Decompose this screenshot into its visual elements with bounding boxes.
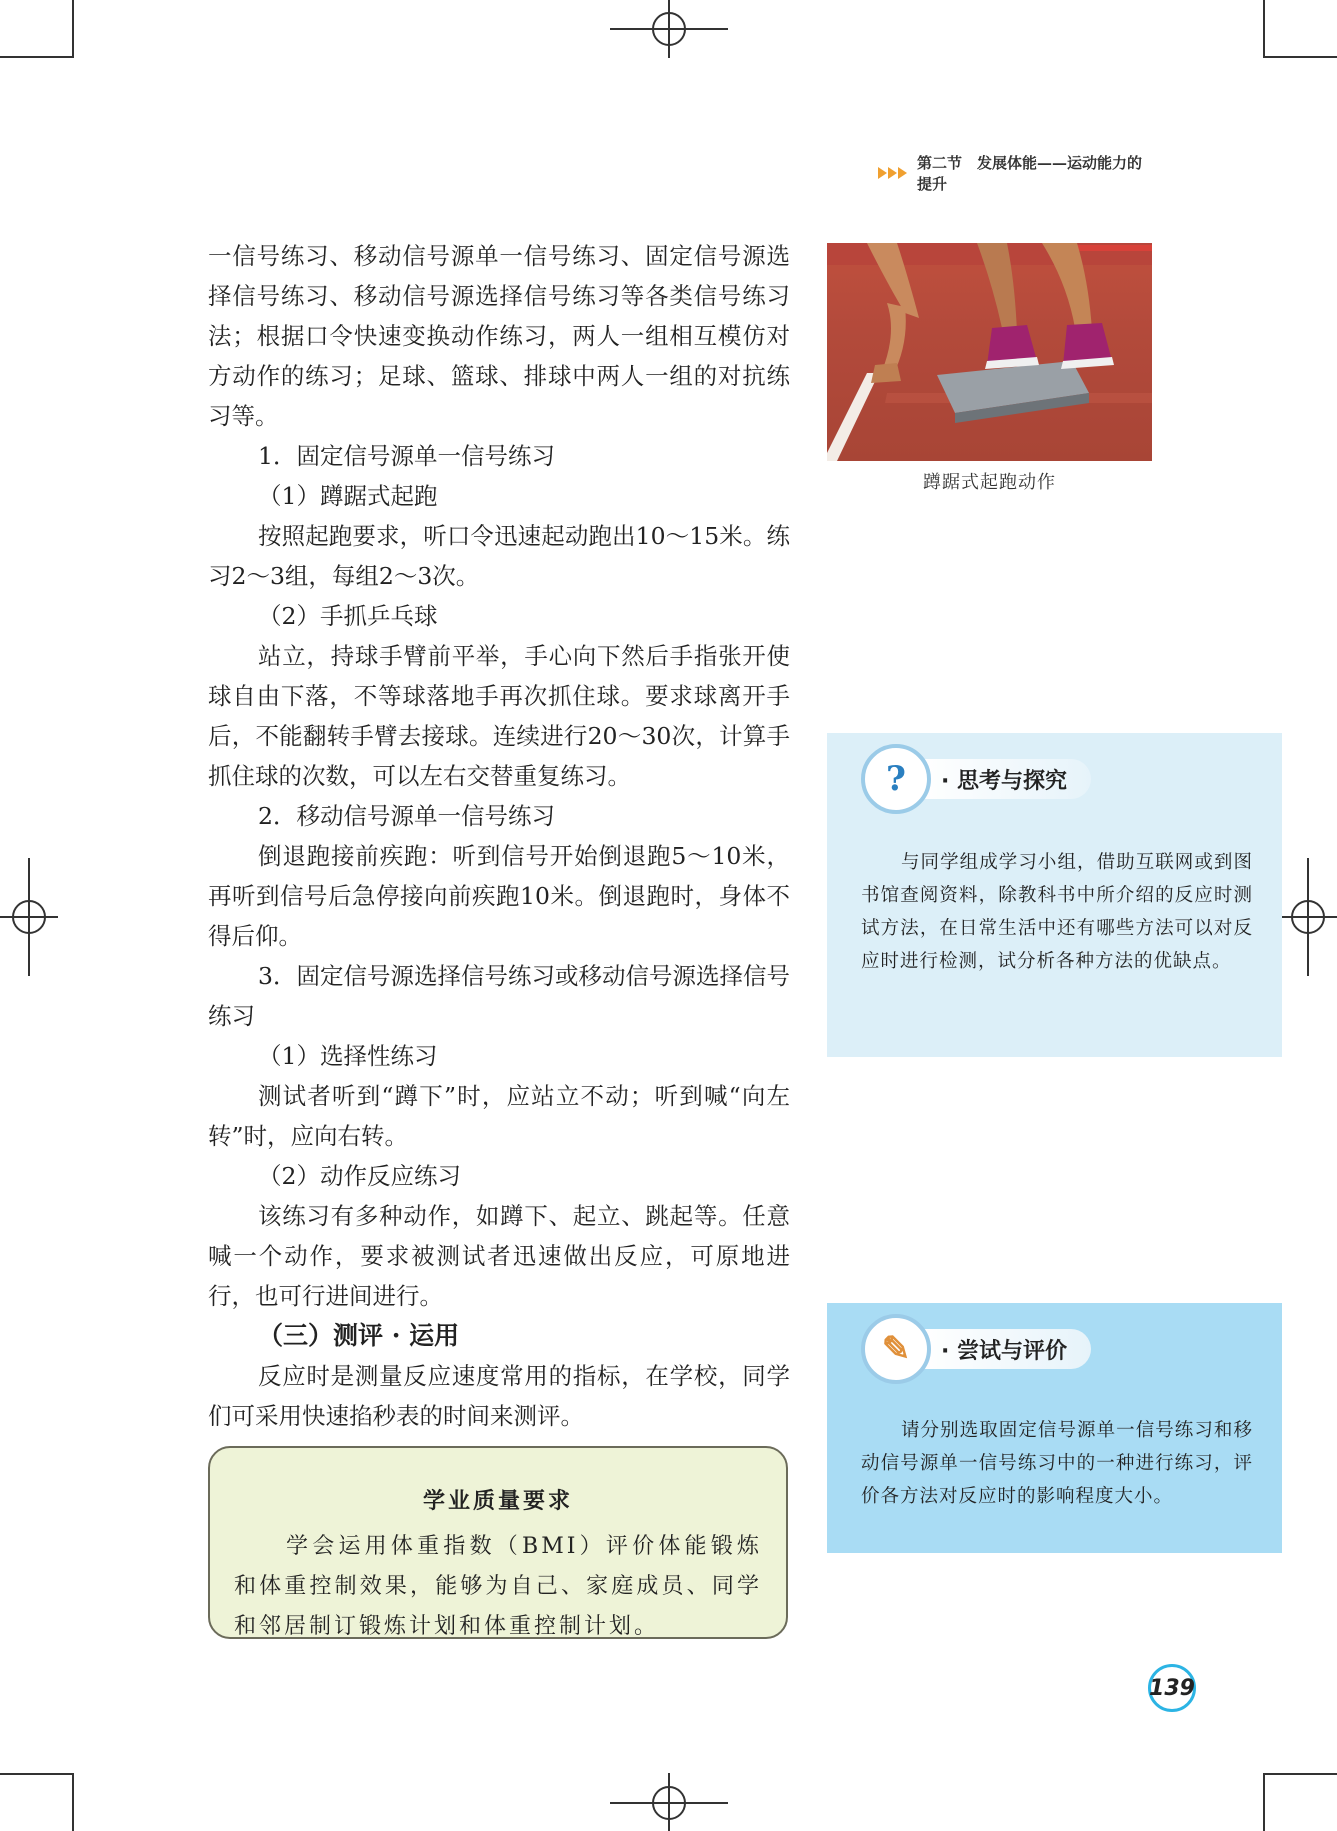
body-paragraph: 该练习有多种动作，如蹲下、起立、跳起等。任意喊一个动作，要求被测试者迅速做出反应，可原地进行，也可行进间进行。: [208, 1202, 790, 1310]
body-paragraph: （1）选择性练习: [258, 1042, 438, 1070]
try-evaluate-box: [827, 1303, 1282, 1553]
try-evaluate-label: · 尝试与评价: [921, 1329, 1091, 1369]
body-paragraph: 倒退跑接前疾跑：听到信号开始倒退跑5～10米，再听到信号后急停接向前疾跑10米。倒退跑时，身体不得后仰。: [208, 842, 790, 950]
academic-quality-box: [208, 1446, 788, 1639]
quality-title: 学业质量要求: [422, 1489, 573, 1514]
body-paragraph: 测试者听到“蹲下”时，应站立不动；听到喊“向左转”时，应向右转。: [208, 1082, 790, 1150]
sprint-start-photo: [827, 243, 1152, 461]
sprint-start-illustration: [827, 243, 1152, 461]
think-explore-label: · 思考与探究: [921, 759, 1091, 799]
think-explore-text: 与同学组成学习小组，借助互联网或到图书馆查阅资料，除教科书中所介绍的反应时测试方法，在日常生活中还有哪些方法可以对反应时进行检测，试分析各种方法的优缺点。: [861, 852, 1253, 972]
body-paragraph: 反应时是测量反应速度常用的指标，在学校，同学们可采用快速掐秒表的时间来测评。: [208, 1362, 790, 1430]
triangle-arrows-icon: [878, 167, 907, 179]
body-paragraph: 1．固定信号源单一信号练习: [258, 442, 555, 470]
page-number: 139: [1148, 1664, 1196, 1712]
try-evaluate-badge: [861, 1323, 1091, 1375]
main-text: [208, 236, 790, 1436]
body-paragraph: 2．移动信号源单一信号练习: [258, 802, 555, 830]
think-explore-box: [827, 733, 1282, 1057]
body-paragraph: （2）手抓乒乓球: [258, 602, 438, 630]
pencil-icon: ✎: [861, 1314, 931, 1384]
running-header: [878, 154, 1150, 193]
body-paragraph: 按照起跑要求，听口令迅速起动跑出10～15米。练习2～3组，每组2～3次。: [208, 522, 790, 590]
header-title: 第二节 发展体能——运动能力的提升: [917, 154, 1143, 193]
body-paragraph: （2）动作反应练习: [258, 1162, 461, 1190]
body-paragraph: 一信号练习、移动信号源单一信号练习、固定信号源选择信号练习、移动信号源选择信号练习等各类信号练习法；根据口令快速变换动作练习，两人一组相互模仿对方动作的练习；足球、篮球、排球中两人一组的对抗练习等。: [208, 242, 790, 430]
quality-text: 学会运用体重指数（BMI）评价体能锻炼和体重控制效果，能够为自己、家庭成员、同学和邻居制订锻炼计划和体重控制计划。: [234, 1534, 762, 1639]
think-explore-badge: [861, 753, 1091, 805]
try-evaluate-text: 请分别选取固定信号源单一信号练习和移动信号源单一信号练习中的一种进行练习，评价各方法对反应时的影响程度大小。: [861, 1420, 1253, 1507]
magnifier-book-icon: ?: [861, 744, 931, 814]
body-paragraph: 3．固定信号源选择信号练习或移动信号源选择信号练习: [208, 962, 790, 1030]
body-paragraph: （1）蹲踞式起跑: [258, 482, 438, 510]
section-heading: （三）测评 · 运用: [258, 1321, 460, 1350]
body-paragraph: 站立，持球手臂前平举，手心向下然后手指张开使球自由下落，不等球落地手再次抓住球。要求球离开手后，不能翻转手臂去接球。连续进行20～30次，计算手抓住球的次数，可以左右交替重复练习。: [208, 642, 790, 790]
photo-caption: 蹲踞式起跑动作: [923, 472, 1056, 493]
